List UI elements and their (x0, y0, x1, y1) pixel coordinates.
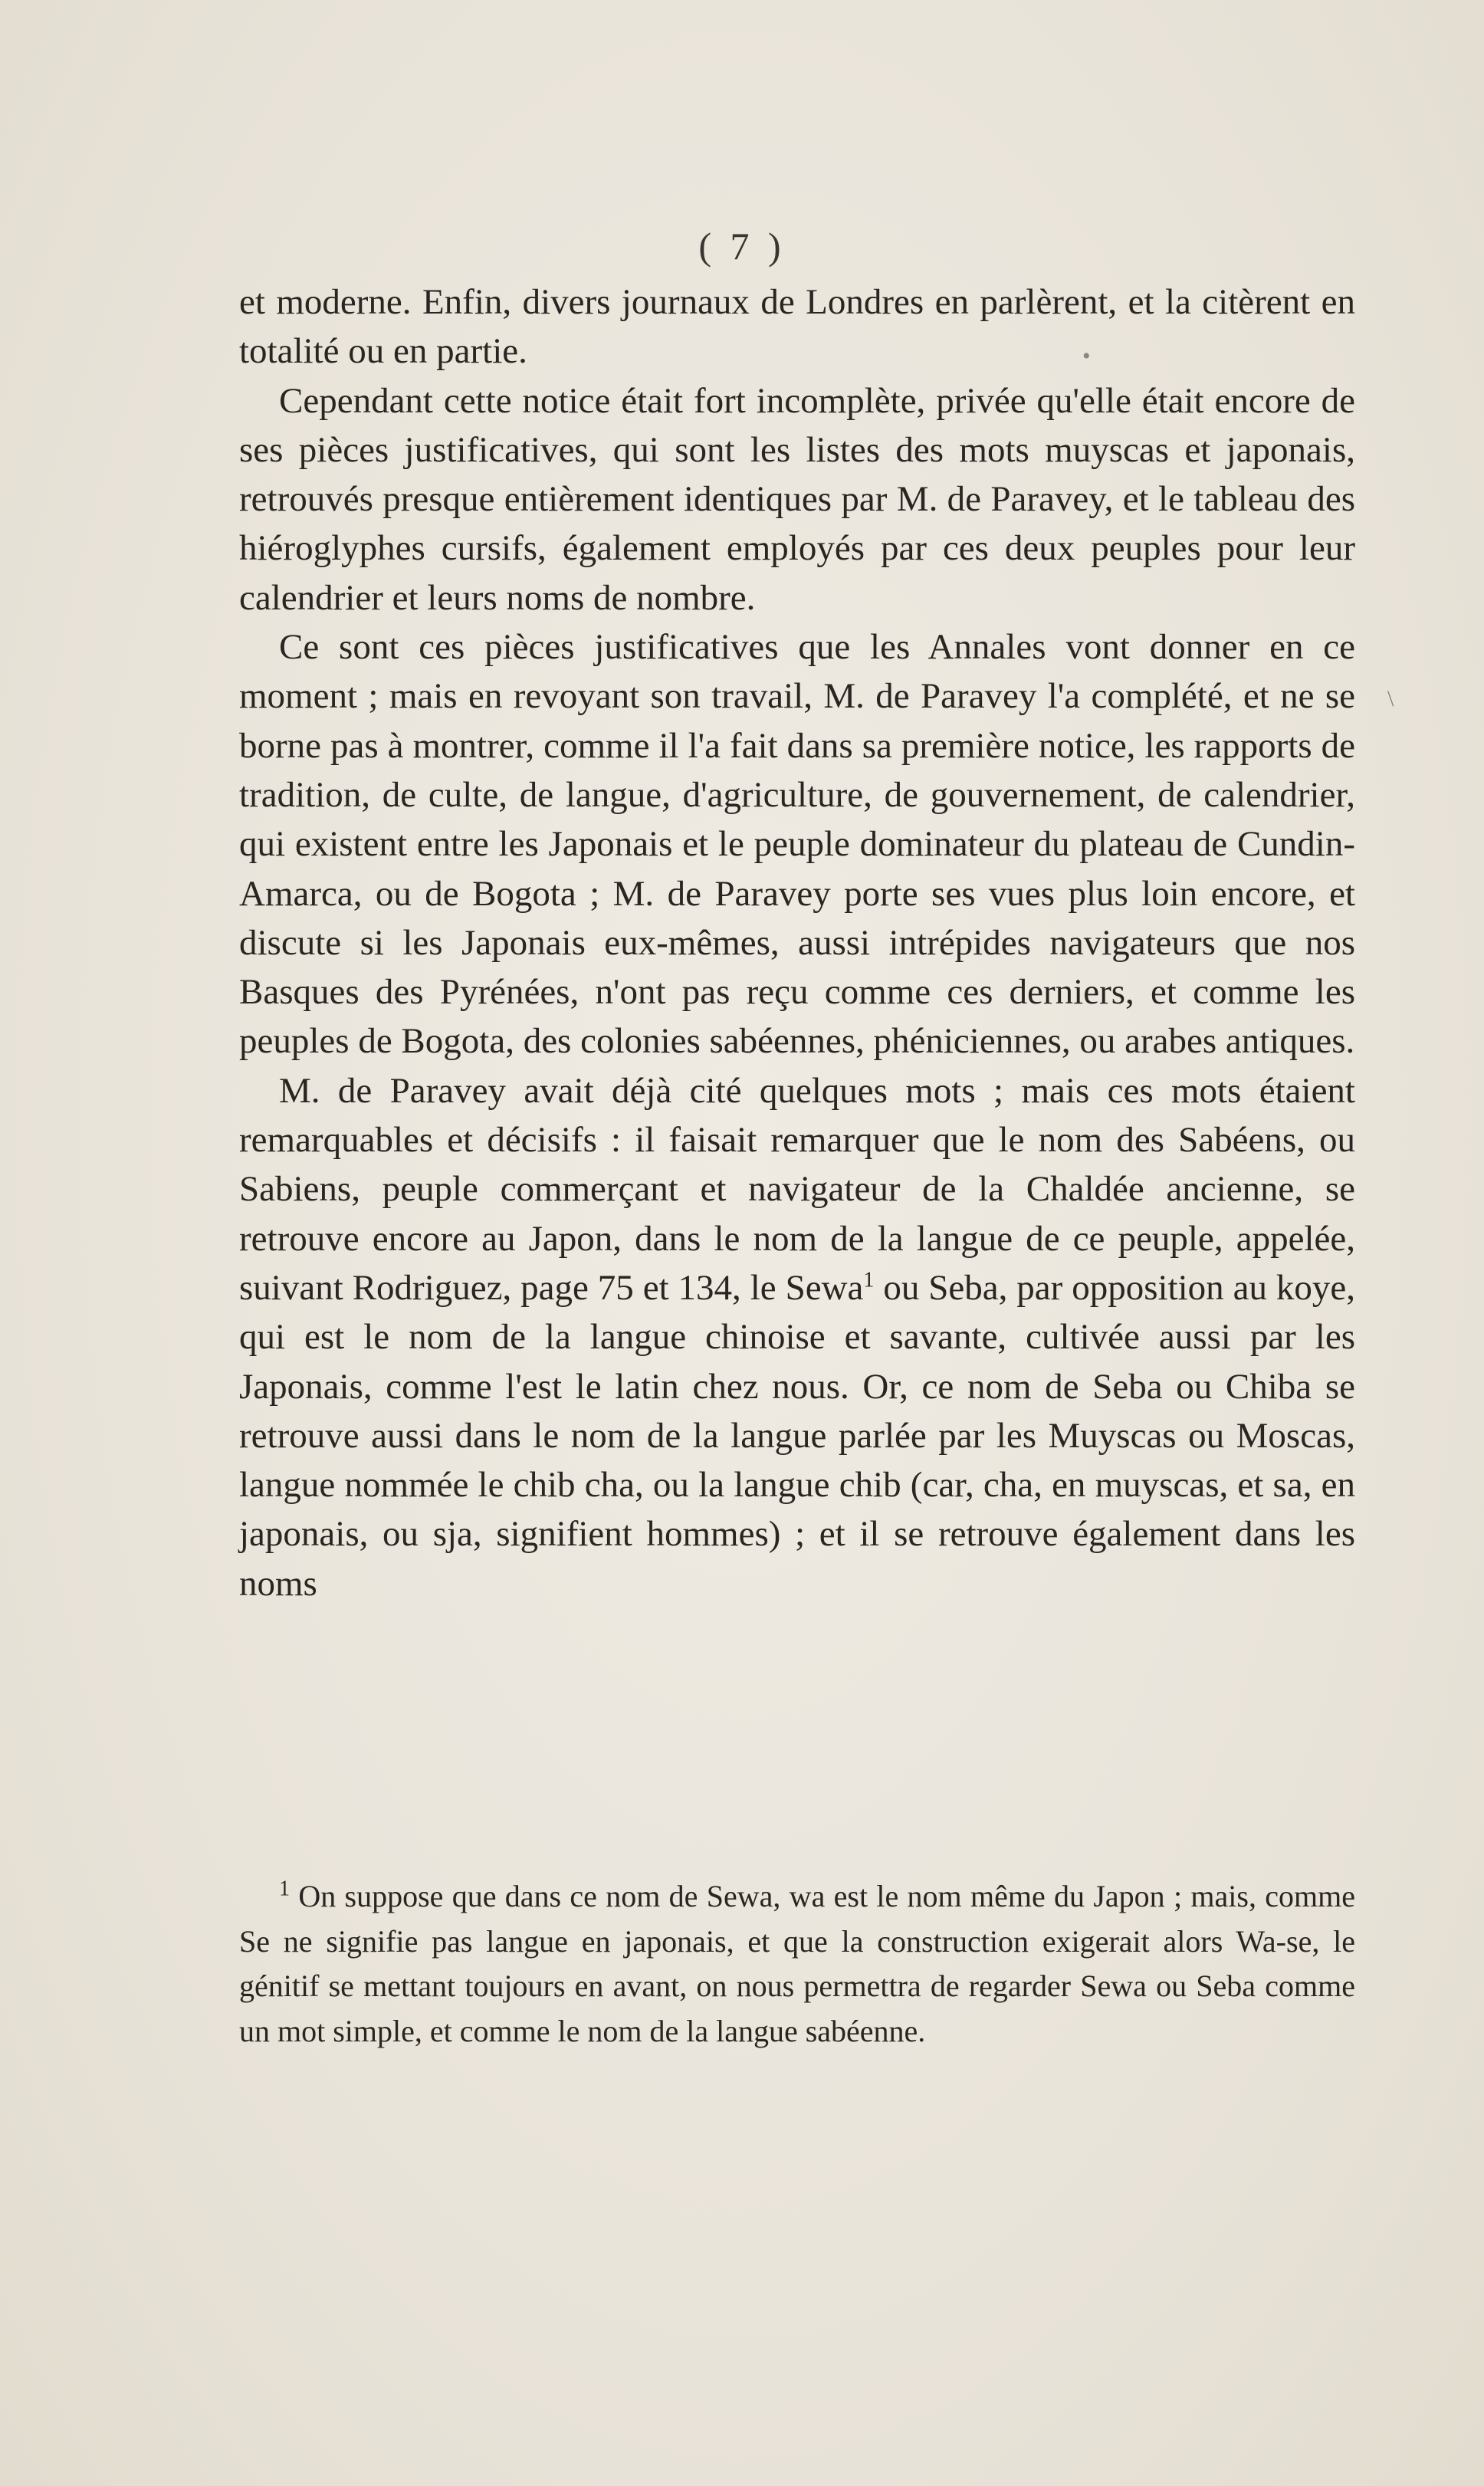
paragraph-4-start: M. de Paravey avait déjà cité quelques mots ; mais ces mots étaient remarquables et décisifs : il faisait remarquer que le nom des Sabéens, ou Sabiens, peuple commerçant et navigateur de la Chaldée ancienne, se retrouve encore au Japon, dans le nom de la langue de ce peuple, appelée, suivant Rodriguez, page 75 et 134, le Sewa (239, 1070, 1355, 1308)
paragraph-4 (239, 1066, 1355, 1608)
paragraph-1: et moderne. Enfin, divers journaux de Londres en parlèrent, et la citèrent en totalité ou en partie. (239, 282, 1355, 372)
footnote (239, 1874, 1355, 2054)
ink-speck: • (1082, 343, 1091, 369)
paragraph-3: Ce sont ces pièces justificatives que les Annales vont donner en ce moment ; mais en revoyant son travail, M. de Paravey l'a complété, et ne se borne pas à montrer, comme il l'a fait dans sa première notice, les rapports de tradition, de culte, de langue, d'agriculture, de gouvernement, de calendrier, qui existent entre les Japonais et le peuple dominateur du plateau de Cundin-Amarca, ou de Bogota ; M. de Paravey porte ses vues plus loin encore, et discute si les Japonais eux-mêmes, aussi intrépides navigateurs que nos Basques des Pyrénées, n'ont pas reçu comme ces derniers, et comme les peuples de Bogota, des colonies sabéennes, phéniciennes, ou arabes antiques. (239, 627, 1355, 1062)
footnote-block (239, 1874, 1355, 2054)
footnote-text: On suppose que dans ce nom de Sewa, wa est le nom même du Japon ; mais, comme Se ne signifie pas langue en japonais, et que la construction exigerait alors Wa-se, le génitif se mettant toujours en avant, on nous permettra de regarder Sewa ou Seba comme un mot simple, et comme le nom de la langue sabéenne. (239, 1879, 1355, 2048)
page-number: ( 7 ) (698, 225, 786, 268)
paragraph-2: Cependant cette notice était fort incomplète, privée qu'elle était encore de ses pièces justificatives, qui sont les listes des mots muyscas et japonais, retrouvés presque entièrement identiques par M. de Paravey, et le tableau des hiéroglyphes cursifs, également employés par ces deux peuples pour leur calendrier et leurs noms de nombre. (239, 380, 1355, 618)
footnote-reference: 1 (863, 1268, 875, 1292)
paragraph-4-end: ou Seba, par opposition au koye, qui est le nom de la langue chinoise et savante, cultivée aussi par les Japonais, comme l'est le latin chez nous. Or, ce nom de Seba ou Chiba se retrouve aussi dans le nom de la langue parlée par les Muyscas ou Moscas, langue nommée le chib cha, ou la langue chib (car, cha, en muyscas, et sa, en japonais, ou sja, signifient hommes) ; et il se retrouve également dans les noms (239, 1267, 1355, 1604)
footnote-marker: 1 (279, 1877, 290, 1901)
margin-mark: \ (1387, 686, 1394, 711)
main-text (239, 277, 1355, 1608)
